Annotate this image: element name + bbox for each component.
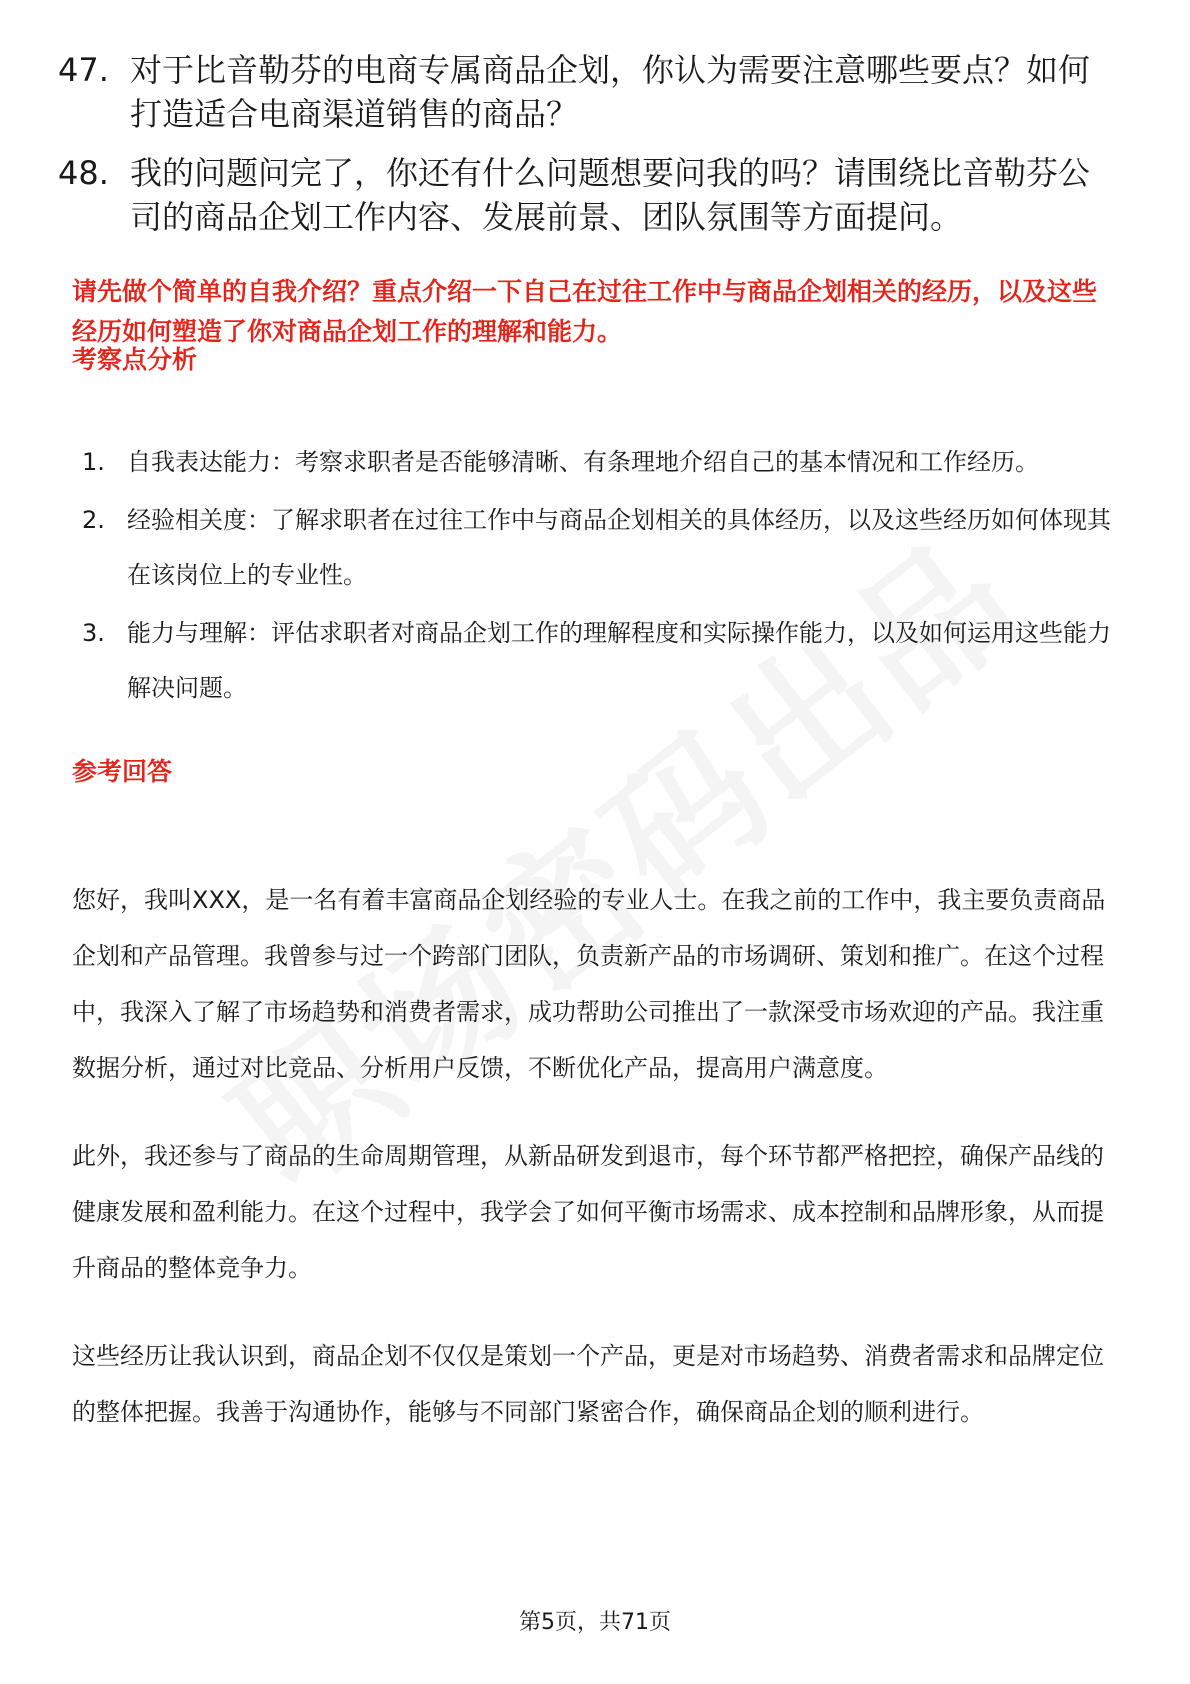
answer-paragraph: 此外，我还参与了商品的生命周期管理，从新品研发到退市，每个环节都严格把控，确保产品线的健康发展和盈利能力。在这个过程中，我学会了如何平衡市场需求、成本控制和品牌形象，从而提升商品的整体竞争力。 [72,1142,1104,1282]
analysis-point [82,493,1112,603]
point-number: 1. [82,448,105,476]
answer-paragraph: 您好，我叫XXX，是一名有着丰富商品企划经验的专业人士。在我之前的工作中，我主要负责商品企划和产品管理。我曾参与过一个跨部门团队，负责新产品的市场调研、策划和推广。在这个过程中，我深入了解了市场趋势和消费者需求，成功帮助公司推出了一款深受市场欢迎的产品。我注重数据分析，通过对比竞品、分析用户反馈，不断优化产品，提高用户满意度。 [72,886,1106,1082]
question-number: 47. [58,51,109,89]
question-item [58,151,1118,239]
analysis-point [82,606,1112,716]
analysis-points [82,435,1112,719]
page-footer: 第5页，共71页 [519,1610,671,1635]
question-number: 48. [58,154,109,192]
point-text: 能力与理解：评估求职者对商品企划工作的理解程度和实际操作能力，以及如何运用这些能力解决问题。 [127,619,1111,702]
question-list [58,48,1118,254]
analysis-title: 考察点分析 [72,345,198,374]
question-item [58,48,1118,136]
highlight-question: 请先做个简单的自我介绍？重点介绍一下自己在过往工作中与商品企划相关的经历，以及这些经历如何塑造了你对商品企划工作的理解和能力。 [72,277,1098,346]
answer-paragraph: 这些经历让我认识到，商品企划不仅仅是策划一个产品，更是对市场趋势、消费者需求和品牌定位的整体把握。我善于沟通协作，能够与不同部门紧密合作，确保商品企划的顺利进行。 [72,1342,1104,1426]
reference-title: 参考回答 [72,757,173,786]
point-number: 2. [82,506,105,534]
point-text: 经验相关度：了解求职者在过往工作中与商品企划相关的具体经历，以及这些经历如何体现其在该岗位上的专业性。 [127,506,1111,589]
reference-answer [72,872,1117,1472]
point-number: 3. [82,619,105,647]
question-text: 对于比音勒芬的电商专属商品企划，你认为需要注意哪些要点？如何打造适合电商渠道销售的商品？ [130,51,1091,133]
point-text: 自我表达能力：考察求职者是否能够清晰、有条理地介绍自己的基本情况和工作经历。 [127,448,1039,476]
question-text: 我的问题问完了，你还有什么问题想要问我的吗？请围绕比音勒芬公司的商品企划工作内容、发展前景、团队氛围等方面提问。 [130,154,1091,236]
analysis-point [82,435,1112,490]
